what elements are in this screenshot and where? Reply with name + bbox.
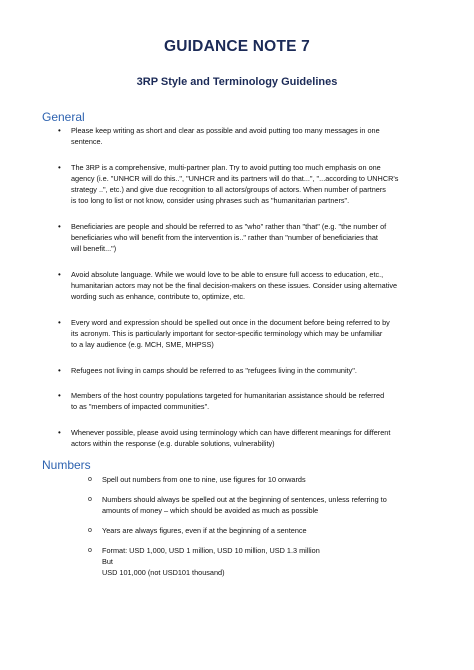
text-line: agency (i.e. "UNHCR will do this..", "UNHCR and its partners will do that...", "...according to UNHCR's bbox=[71, 174, 399, 183]
text-line: o Numbers should always be spelled out at the beginning of sentences, unless referring to bbox=[102, 495, 387, 504]
bullet-item bbox=[58, 221, 434, 254]
text-line: wording such as enhance, contribute to, optimize, etc. bbox=[71, 292, 246, 301]
document-subtitle: 3RP Style and Terminology Guidelines bbox=[136, 76, 338, 88]
text-line: • Please keep writing as short and clear as possible and avoid putting too many messages in one bbox=[71, 126, 380, 135]
circle-item bbox=[88, 545, 418, 578]
text-line: o Spell out numbers from one to nine, use figures for 10 onwards bbox=[102, 475, 306, 484]
text-line: humanitarian actors may not be the final decision-makers on these issues. Consider using alternative bbox=[71, 281, 398, 290]
text-line: USD 101,000 (not USD101 thousand) bbox=[102, 568, 225, 577]
document-title: GUIDANCE NOTE 7 bbox=[164, 38, 310, 55]
circle-item bbox=[88, 494, 418, 516]
bullet-item bbox=[58, 269, 434, 302]
text-line: • Refugees not living in camps should be referred to as "refugees living in the community". bbox=[71, 366, 357, 375]
section-heading-general: General bbox=[42, 110, 85, 124]
text-line: • Avoid absolute language. While we would love to be able to ensure full access to education, etc., bbox=[71, 270, 384, 279]
text-line: o Format: USD 1,000, USD 1 million, USD 10 million, USD 1.3 million bbox=[102, 546, 320, 555]
text-line: But bbox=[102, 557, 113, 566]
bullet-item bbox=[58, 162, 434, 206]
numbers-list bbox=[88, 474, 418, 578]
text-line: o Years are always figures, even if at the beginning of a sentence bbox=[102, 526, 307, 535]
text-line: beneficiaries who will benefit from the intervention is.." rather than "number of beneficiaries that bbox=[71, 233, 378, 242]
text-line: its acronym. This is particularly important for sector-specific terminology which may be unfamiliar bbox=[71, 329, 383, 338]
text-line: amounts of money – which should be avoided as much as possible bbox=[102, 506, 319, 515]
bullet-item bbox=[58, 125, 434, 147]
text-line: is too long to list or not know, consider using phrases such as "humanitarian partners". bbox=[71, 196, 350, 205]
text-line: • Every word and expression should be spelled out once in the document before being referred to by bbox=[71, 318, 390, 327]
text-line: to as "members of impacted communities". bbox=[71, 402, 210, 411]
section-heading-numbers: Numbers bbox=[42, 458, 91, 472]
bullet-item bbox=[58, 427, 434, 449]
bullet-item bbox=[58, 317, 434, 350]
text-line: to a lay audience (e.g. MCH, SME, MHPSS) bbox=[71, 340, 214, 349]
text-line: • Beneficiaries are people and should be referred to as "who" rather than "that" (e.g. "the number of bbox=[71, 222, 387, 231]
text-line: will benefit...") bbox=[71, 244, 117, 253]
text-line: actors within the response (e.g. durable solutions, vulnerability) bbox=[71, 439, 275, 448]
general-list bbox=[58, 125, 434, 449]
text-line: sentence. bbox=[71, 137, 103, 146]
text-line: • The 3RP is a comprehensive, multi-partner plan. Try to avoid putting too much emphasis on one bbox=[71, 163, 381, 172]
bullet-item bbox=[58, 390, 434, 412]
text-line: strategy ..", etc.) and give due recognition to all actors/groups of actors. When number of partners bbox=[71, 185, 386, 194]
text-line: • Whenever possible, please avoid using terminology which can have different meanings for different bbox=[71, 428, 391, 437]
circle-item bbox=[88, 525, 418, 536]
bullet-item bbox=[58, 365, 434, 376]
text-line: • Members of the host country populations targeted for humanitarian assistance should be referred bbox=[71, 391, 385, 400]
circle-item bbox=[88, 474, 418, 485]
